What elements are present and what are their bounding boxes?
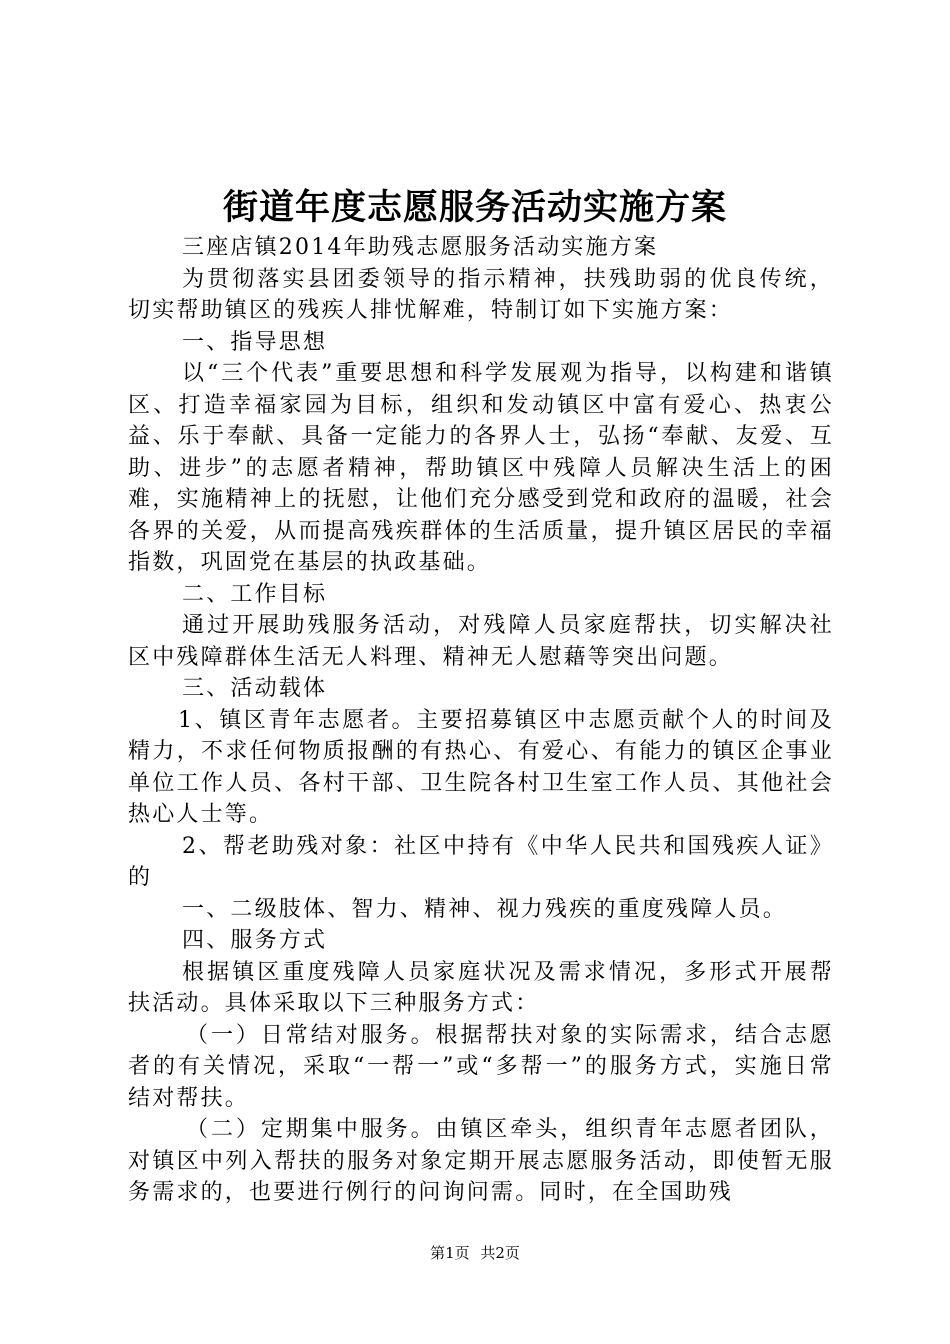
paragraph-target-group: 一、二级肢体、智力、精神、视力残疾的重度残障人员。 — [182, 896, 788, 922]
paragraph-subtitle: 三座店镇2014年助残志愿服务活动实施方案 — [182, 235, 659, 260]
heading-guiding-ideology: 一、指导思想 — [182, 329, 328, 355]
document-body — [128, 232, 834, 1209]
heading-activity-carriers: 三、活动载体 — [182, 676, 328, 701]
paragraph-intro: 为贯彻落实县团委领导的指示精神，扶残助弱的优良传统，切实帮助镇区的残疾人排忧解难，特制订如下实施方案： — [128, 266, 834, 323]
document-title: 街道年度志愿服务活动实施方案 — [222, 188, 727, 228]
page-footer — [0, 1243, 950, 1263]
paragraph-service-methods: 根据镇区重度残障人员家庭状况及需求情况，多形式开展帮扶活动。具体采取以下三种服务方式： — [128, 959, 834, 1016]
heading-work-goals: 二、工作目标 — [182, 581, 328, 607]
page-number: 第1页 — [430, 1244, 470, 1262]
heading-service-methods: 四、服务方式 — [182, 928, 328, 953]
paragraph-daily-service: （一）日常结对服务。根据帮扶对象的实际需求，结合志愿者的有关情况，采取“一帮一”或“多帮一”的服务方式，实施日常结对帮扶。 — [128, 1022, 834, 1111]
page-total: 共2页 — [480, 1244, 520, 1262]
paragraph-guiding-ideology: 以“三个代表”重要思想和科学发展观为指导，以构建和谐镇区、打造幸福家园为目标，组织和发动镇区中富有爱心、热衷公益、乐于奉献、具备一定能力的各界人士，弘扬“奉献、友爱、互助、进步”的志愿者精神，帮助镇区中残障人员解决生活上的困难，实施精神上的抚慰，让他们充分感受到党和政府的温暖，社会各界的关爱，从而提高残疾群体的生活质量，提升镇区居民的幸福指数，巩固党在基层的执政基础。 — [128, 361, 834, 575]
paragraph-carrier-2: 2、帮老助残对象：社区中持有《中华人民共和国残疾人证》的 — [128, 833, 834, 890]
paragraph-carrier-1: 1、镇区青年志愿者。主要招募镇区中志愿贡献个人的时间及精力，不求任何物质报酬的有热心、有爱心、有能力的镇区企事业单位工作人员、各村干部、卫生院各村卫生室工作人员、其他社会热心人士等。 — [128, 707, 834, 827]
paragraph-regular-service: （二）定期集中服务。由镇区牵头，组织青年志愿者团队，对镇区中列入帮扶的服务对象定期开展志愿服务活动，即使暂无服务需求的，也要进行例行的问询问需。同时，在全国助残 — [128, 1117, 834, 1205]
paragraph-work-goals: 通过开展助残服务活动，对残障人员家庭帮扶，切实解决社区中残障群体生活无人料理、精神无人慰藉等突出问题。 — [128, 613, 834, 670]
